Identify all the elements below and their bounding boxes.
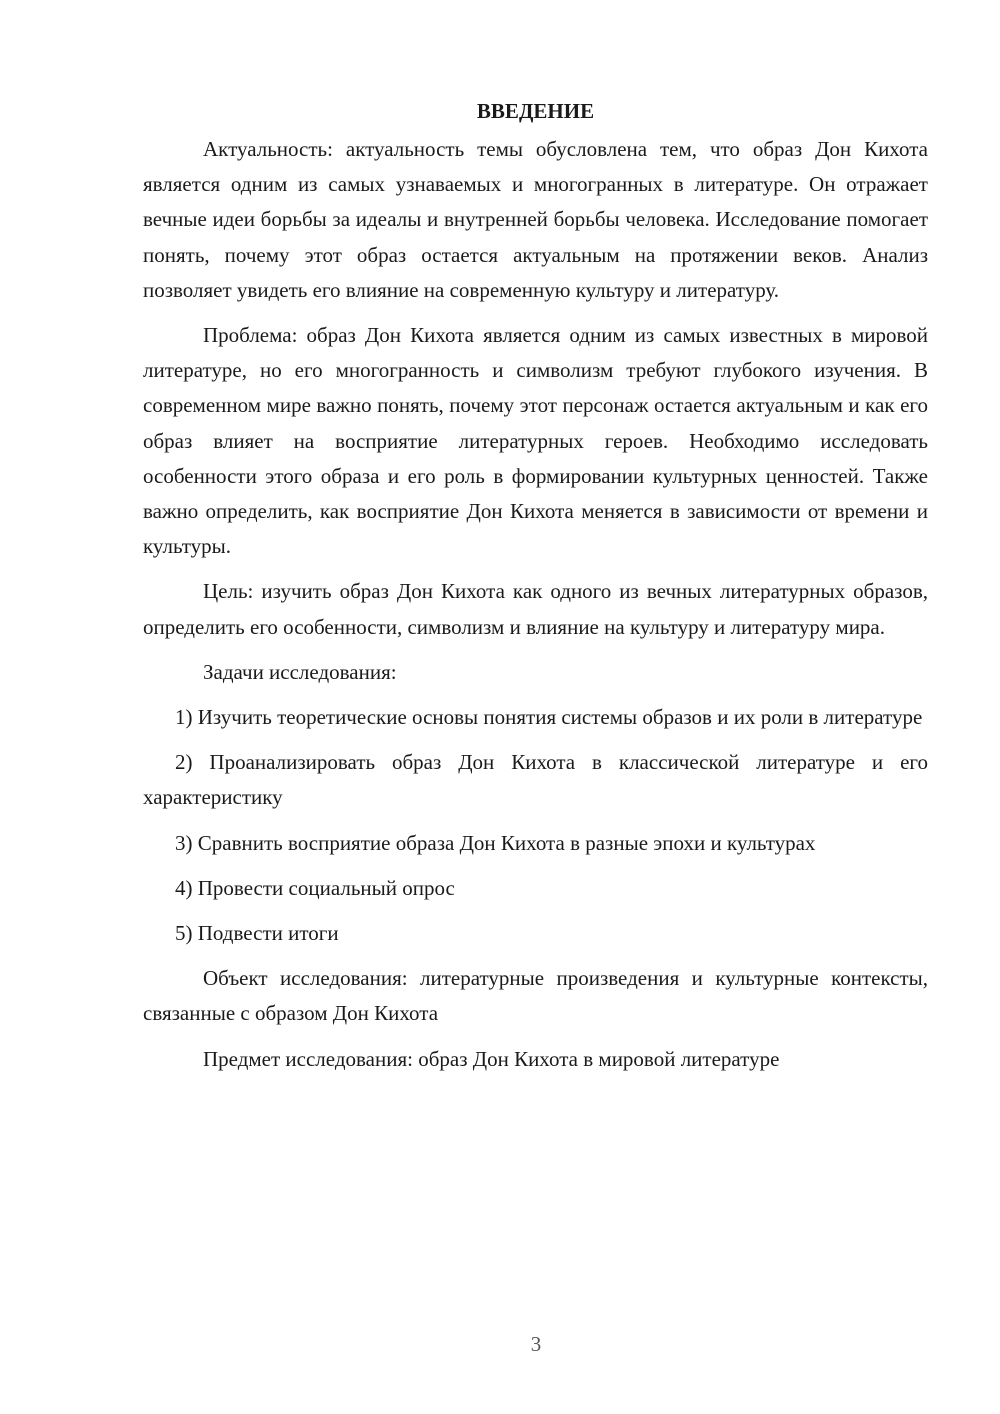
page-number: 3 (530, 1332, 542, 1356)
relevance-paragraph: Актуальность: актуальность темы обусловлена тем, что образ Дон Кихота является одним из самых узнаваемых и многогранных в литературе. Он отражает вечные идеи борьбы за идеалы и внутренней борьбы человека. Исследование помогает понять, почему этот образ остается актуальным на протяжении веков. Анализ позволяет увидеть его влияние на современную культуру и литературу. (143, 137, 928, 302)
tasks-heading: Задачи исследования: (203, 659, 397, 684)
object-paragraph: Объект исследования: литературные произведения и культурные контексты, связанные с образом Дон Кихота (143, 966, 928, 1026)
tasks-list (143, 700, 928, 951)
task-item-3: 3) Сравнить восприятие образа Дон Кихота в разные эпохи и культурах (175, 830, 816, 855)
subject-paragraph: Предмет исследования: образ Дон Кихота в мировой литературе (203, 1046, 780, 1071)
task-item-2: 2) Проанализировать образ Дон Кихота в классической литературе и его характеристику (143, 750, 928, 810)
task-item-1: 1) Изучить теоретические основы понятия системы образов и их роли в литературе (175, 705, 923, 730)
goal-paragraph: Цель: изучить образ Дон Кихота как одного из вечных литературных образов, определить его особенности, символизм и влияние на культуру и литературу мира. (143, 579, 928, 639)
task-item-4: 4) Провести социальный опрос (175, 875, 455, 900)
page-title: ВВЕДЕНИЕ (476, 99, 595, 123)
document-page (143, 96, 928, 1087)
task-item-5: 5) Подвести итоги (175, 921, 339, 946)
problem-paragraph: Проблема: образ Дон Кихота является одним из самых известных в мировой литературе, но его многогранность и символизм требуют глубокого изучения. В современном мире важно понять, почему этот персонаж остается актуальным и как его образ влияет на восприятие литературных героев. Необходимо исследовать особенности этого образа и его роль в формировании культурных ценностей. Также важно определить, как восприятие Дон Кихота меняется в зависимости от времени и культуры. (143, 323, 928, 559)
